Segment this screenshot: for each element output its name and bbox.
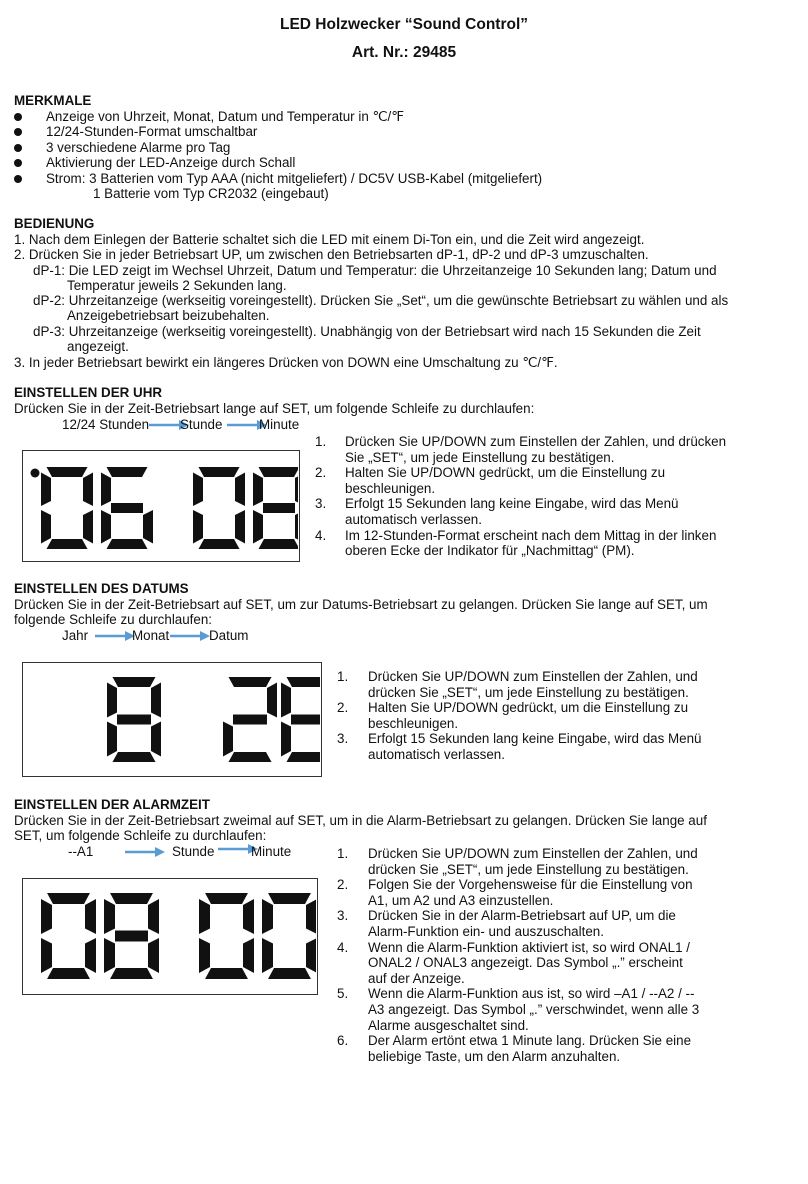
date-led-digits (23, 663, 320, 775)
step-number: 5. (337, 986, 349, 1002)
alarm-led-display (22, 878, 318, 995)
operation-line-9: 3. In jeder Betriebsart bewirkt ein längeres Drücken von DOWN eine Umschaltung zu ℃/℉. (14, 355, 558, 370)
operation-line-7: dP-3: Uhrzeitanzeige (werkseitig voreingestellt). Unabhängig von der Betriebsart wird nach 15 Sekunden die Zeit (33, 324, 701, 339)
led-segment (107, 539, 148, 549)
led-segment (259, 539, 299, 549)
arrow-right-icon (95, 631, 135, 641)
led-segment (193, 473, 203, 507)
led-segment (47, 539, 88, 549)
led-segment (291, 715, 320, 725)
step-number: 2. (337, 877, 349, 893)
operation-heading: BEDIENUNG (14, 216, 95, 231)
operation-line-6: Anzeigebetriebsart beizubehalten. (67, 308, 270, 323)
led-segment (199, 539, 240, 549)
step-number: 1. (337, 846, 349, 861)
date-led-display (22, 662, 322, 777)
alarm-heading: EINSTELLEN DER ALARMZEIT (14, 797, 210, 812)
led-segment (151, 683, 161, 718)
led-segment (267, 683, 277, 718)
step-text: Halten Sie UP/DOWN gedrückt, um die Einstellung zu (345, 465, 666, 481)
led-segment (148, 899, 159, 934)
step-text: Halten Sie UP/DOWN gedrückt, um die Einstellung zu (368, 700, 689, 716)
led-segment (104, 938, 115, 973)
clock-intro: Drücken Sie in der Zeit-Betriebsart lange auf SET, um folgende Schleife zu durchlaufen: (14, 401, 535, 416)
led-segment (235, 473, 245, 507)
led-segment (306, 938, 316, 973)
led-segment (223, 722, 233, 757)
step-text: Drücken Sie in der Alarm-Betriebsart auf UP, um die (368, 908, 676, 924)
step-text: Erfolgt 15 Sekunden lang keine Eingabe, wird das Menü (368, 731, 702, 747)
led-segment (85, 938, 96, 973)
led-segment (107, 683, 117, 718)
bullet-icon (14, 159, 22, 167)
arrow-right-icon (170, 631, 210, 641)
led-segment (253, 473, 263, 507)
led-segment (235, 510, 245, 544)
led-segment (205, 893, 248, 904)
led-segment (229, 752, 272, 762)
step-text: beschleunigen. (368, 715, 459, 731)
step-number: 1. (315, 434, 327, 449)
led-segment (281, 722, 291, 757)
date-intro-1: Drücken Sie in der Zeit-Betriebsart auf SET, um zur Datums-Betriebsart zu gelangen. Drücken Sie lange auf SET, um (14, 597, 708, 612)
led-segment (229, 677, 272, 687)
clock-flow-3: Minute (259, 417, 300, 432)
features-heading: MERKMALE (14, 93, 92, 108)
led-segment (113, 677, 156, 687)
date-flow-3: Datum (209, 628, 249, 643)
step-text: Erfolgt 15 Sekunden lang keine Eingabe, wird das Menü (345, 496, 679, 512)
step-text: Alarme ausgeschaltet sind. (368, 1017, 529, 1033)
step-number: 1. (337, 669, 349, 684)
operation-line-5: dP-2: Uhrzeitanzeige (werkseitig voreingestellt). Drücken Sie „Set“, um die gewünschte Betriebsart zu wählen und als (33, 293, 729, 308)
led-segment (287, 677, 321, 687)
led-segment (199, 467, 240, 477)
step-number: 6. (337, 1033, 349, 1049)
step-text: beliebige Taste, um den Alarm anzuhalten. (368, 1048, 621, 1064)
step-number: 2. (337, 700, 349, 716)
led-segment (113, 752, 156, 762)
led-segment (117, 715, 151, 725)
step-number: 4. (315, 527, 327, 543)
clock-led-digits (23, 451, 298, 560)
led-segment (85, 899, 96, 934)
feature-item-cont: 1 Batterie vom Typ CR2032 (eingebaut) (93, 186, 329, 201)
led-segment (287, 752, 321, 762)
led-segment (259, 467, 299, 477)
led-segment (243, 938, 254, 973)
step-text: drücken Sie „SET“, um jede Einstellung zu bestätigen. (368, 684, 689, 700)
alarm-flow-3: Minute (251, 844, 292, 859)
led-segment (262, 899, 273, 934)
alarm-led-digits (23, 879, 316, 993)
alarm-intro-2: SET, um folgende Schleife zu durchlaufen: (14, 828, 267, 843)
led-segment (268, 893, 311, 904)
clock-flow-1: 12/24 Stunden (62, 417, 150, 432)
led-segment (83, 473, 93, 507)
operation-line-4: Temperatur jeweils 2 Sekunden lang. (67, 278, 287, 293)
step-number: 3. (337, 731, 349, 747)
step-number: 3. (315, 496, 327, 512)
feature-item: 12/24-Stunden-Format umschaltbar (46, 124, 258, 139)
alarm-flow-1: --A1 (68, 844, 94, 859)
led-segment (101, 473, 111, 507)
feature-item: Aktivierung der LED-Anzeige durch Schall (46, 155, 296, 170)
led-segment (243, 899, 254, 934)
led-segment (41, 510, 51, 544)
step-text: Wenn die Alarm-Funktion aus ist, so wird –A1 / --A2 / -- (368, 986, 695, 1002)
led-segment (262, 938, 273, 973)
feature-item: Anzeige von Uhrzeit, Monat, Datum und Temperatur in ℃/℉ (46, 109, 405, 124)
step-text: Drücken Sie UP/DOWN zum Einstellen der Zahlen, und (368, 846, 698, 861)
led-segment (199, 938, 210, 973)
step-text: automatisch verlassen. (368, 747, 505, 762)
led-segment (143, 510, 153, 544)
document-title: LED Holzwecker “Sound Control” (279, 16, 528, 33)
led-segment (83, 510, 93, 544)
step-text: Der Alarm ertönt etwa 1 Minute lang. Drücken Sie eine (368, 1033, 692, 1049)
led-segment (193, 510, 203, 544)
date-flow-1: Jahr (62, 628, 89, 643)
led-segment (281, 683, 291, 718)
led-segment (41, 899, 52, 934)
clock-heading: EINSTELLEN DER UHR (14, 385, 163, 400)
led-segment (253, 510, 263, 544)
alarm-intro-1: Drücken Sie in der Zeit-Betriebsart zweimal auf SET, um in die Alarm-Betriebsart zu gelangen. Drücken Sie lange auf (14, 813, 707, 828)
step-text: A1, um A2 und A3 einzustellen. (368, 892, 554, 908)
step-text: oberen Ecke der Indikator für „Nachmittag“ (PM). (345, 543, 635, 559)
led-segment (199, 899, 210, 934)
operation-line-3: dP-1: Die LED zeigt im Wechsel Uhrzeit, Datum und Temperatur: die Uhrzeitanzeige 10 Sekunden lang; Datum und (33, 263, 717, 278)
bullet-icon (14, 175, 22, 183)
date-intro-2: folgende Schleife zu durchlaufen: (14, 612, 213, 627)
led-segment (104, 899, 115, 934)
operation-line-2: 2. Drücken Sie in jeder Betriebsart UP, um zwischen den Betriebsarten dP-1, dP-2 und dP-3 umzuschalten. (14, 247, 649, 262)
step-number: 2. (315, 465, 327, 481)
bullet-icon (14, 113, 22, 121)
led-segment (107, 722, 117, 757)
step-text: Im 12-Stunden-Format erscheint nach dem Mittag in der linken (345, 527, 717, 543)
step-text: drücken Sie „SET“, um jede Einstellung zu bestätigen. (368, 861, 689, 877)
led-segment (101, 510, 111, 544)
led-segment (263, 503, 295, 513)
led-segment (107, 467, 148, 477)
operation-line-8: angezeigt. (67, 339, 129, 354)
feature-item: 3 verschiedene Alarme pro Tag (46, 140, 231, 155)
arrow-right-icon (125, 847, 165, 857)
led-segment (306, 899, 316, 934)
led-segment (205, 968, 248, 979)
led-segment (111, 503, 143, 513)
led-segment (295, 473, 298, 507)
step-text: Wenn die Alarm-Funktion aktiviert ist, so wird ONAL1 / (368, 939, 690, 955)
date-flow-2: Monat (132, 628, 170, 643)
led-segment (233, 715, 267, 725)
step-text: Sie „SET“, um jede Einstellung zu bestätigen. (345, 449, 615, 465)
bullet-icon (14, 128, 22, 136)
step-number: 3. (337, 908, 349, 924)
step-text: Folgen Sie der Vorgehensweise für die Einstellung von (368, 877, 693, 893)
clock-flow-2: Stunde (180, 417, 223, 432)
bullet-icon (14, 144, 22, 152)
alarm-flow-2: Stunde (172, 844, 215, 859)
step-text: automatisch verlassen. (345, 512, 482, 527)
step-text: Drücken Sie UP/DOWN zum Einstellen der Zahlen, und (368, 669, 698, 684)
led-segment (110, 893, 153, 904)
led-segment (41, 938, 52, 973)
operation-line-1: 1. Nach dem Einlegen der Batterie schaltet sich die LED mit einem Di-Ton ein, und die Zeit wird angezeigt. (14, 232, 645, 247)
led-segment (47, 968, 90, 979)
article-number: Art. Nr.: 29485 (351, 44, 457, 61)
step-text: auf der Anzeige. (368, 970, 465, 986)
pm-indicator-dot (31, 469, 40, 478)
date-heading: EINSTELLEN DES DATUMS (14, 581, 189, 596)
led-segment (110, 968, 153, 979)
step-number: 4. (337, 939, 349, 955)
step-text: beschleunigen. (345, 480, 436, 496)
step-text: ONAL2 / ONAL3 angezeigt. Das Symbol „.” erscheint (368, 955, 683, 971)
led-segment (41, 473, 51, 507)
clock-led-display (22, 450, 300, 562)
led-segment (47, 893, 90, 904)
led-segment (47, 467, 88, 477)
step-text: Drücken Sie UP/DOWN zum Einstellen der Zahlen, und drücken (345, 434, 727, 449)
step-text: Alarm-Funktion ein- und auszuschalten. (368, 924, 604, 939)
led-segment (268, 968, 311, 979)
step-text: A3 angezeigt. Das Symbol „.” verschwindet, wenn alle 3 (368, 1002, 700, 1017)
led-segment (295, 510, 298, 544)
led-segment (151, 722, 161, 757)
feature-item: Strom: 3 Batterien vom Typ AAA (nicht mitgeliefert) / DC5V USB-Kabel (mitgeliefert) (46, 171, 543, 186)
led-segment (115, 931, 148, 942)
led-segment (148, 938, 159, 973)
